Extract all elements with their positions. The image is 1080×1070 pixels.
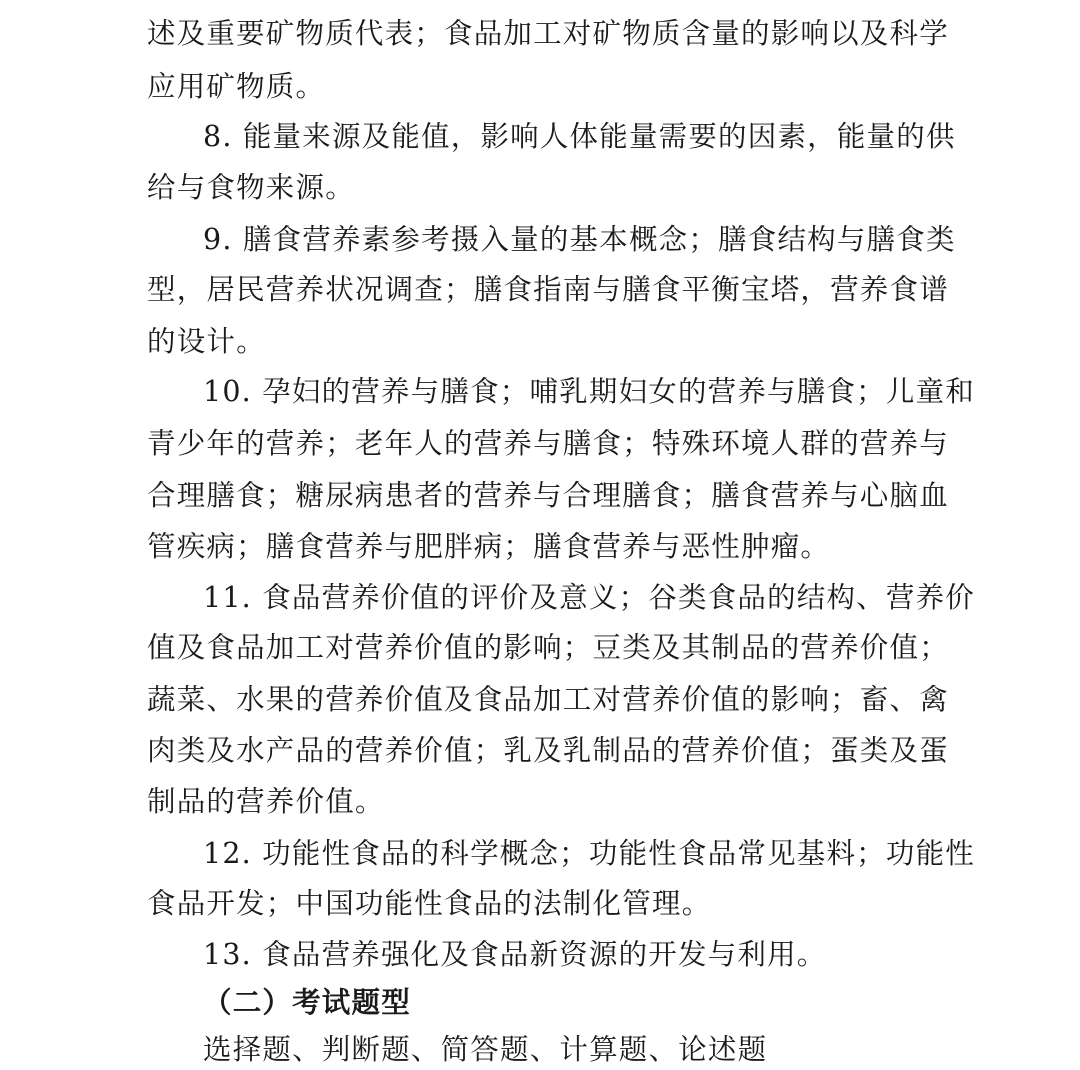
text-line: 型，居民营养状况调查；膳食指南与膳食平衡宝塔，营养食谱 bbox=[147, 273, 949, 306]
text-line: 管疾病；膳食营养与肥胖病；膳食营养与恶性肿瘤。 bbox=[147, 530, 831, 563]
list-item-12-line-1: 12. 功能性食品的科学概念；功能性食品常见基料；功能性 bbox=[203, 837, 975, 870]
list-item-10-line-1: 10. 孕妇的营养与膳食；哺乳期妇女的营养与膳食；儿童和 bbox=[203, 375, 975, 408]
list-item-8-line-1: 8. 能量来源及能值，影响人体能量需要的因素，能量的供 bbox=[203, 120, 956, 153]
text-line: 肉类及水产品的营养价值；乳及乳制品的营养价值；蛋类及蛋 bbox=[147, 734, 949, 767]
text-line: 食品开发；中国功能性食品的法制化管理。 bbox=[147, 887, 712, 920]
text-line: 合理膳食；糖尿病患者的营养与合理膳食；膳食营养与心脑血 bbox=[147, 479, 949, 512]
list-item-9-line-1: 9. 膳食营养素参考摄入量的基本概念；膳食结构与膳食类 bbox=[203, 223, 956, 256]
text-line: 的设计。 bbox=[147, 325, 266, 358]
list-item-11-line-1: 11. 食品营养价值的评价及意义；谷类食品的结构、营养价 bbox=[203, 581, 975, 614]
text-line: 应用矿物质。 bbox=[147, 70, 326, 103]
text-line: 制品的营养价值。 bbox=[147, 785, 385, 818]
list-item-13: 13. 食品营养强化及食品新资源的开发与利用。 bbox=[203, 938, 827, 971]
text-line: 述及重要矿物质代表；食品加工对矿物质含量的影响以及科学 bbox=[147, 17, 949, 50]
exam-types-text: 选择题、判断题、简答题、计算题、论述题 bbox=[203, 1033, 768, 1066]
text-line: 蔬菜、水果的营养价值及食品加工对营养价值的影响；畜、禽 bbox=[147, 683, 949, 716]
text-line: 给与食物来源。 bbox=[147, 171, 355, 204]
text-line: 值及食品加工对营养价值的影响；豆类及其制品的营养价值； bbox=[147, 631, 949, 664]
section-heading: （二）考试题型 bbox=[203, 985, 411, 1019]
text-line: 青少年的营养；老年人的营养与膳食；特殊环境人群的营养与 bbox=[147, 427, 949, 460]
